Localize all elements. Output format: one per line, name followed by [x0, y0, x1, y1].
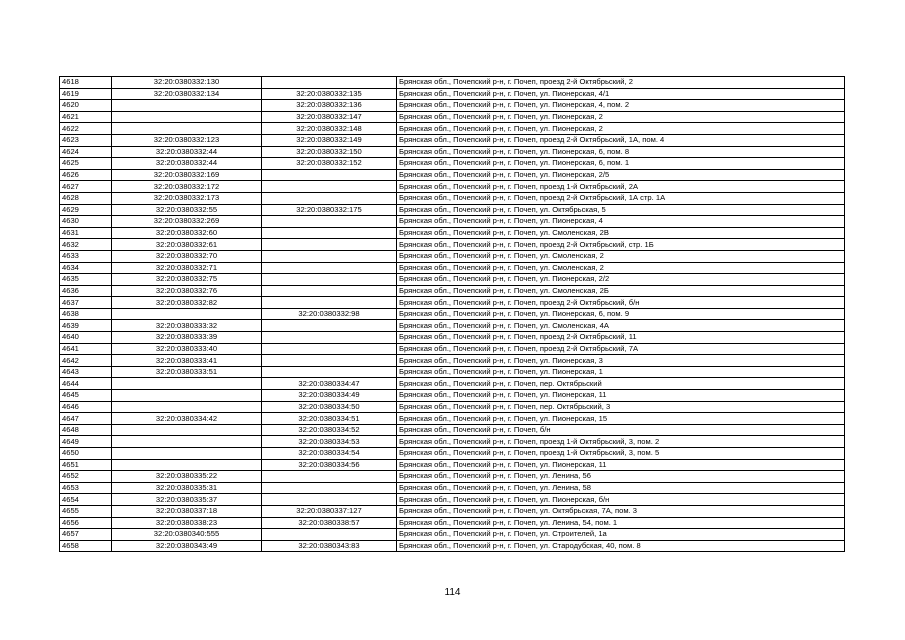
building-cadastral-number-cell: 32:20:0380338:57 [262, 517, 397, 529]
building-cadastral-number-cell: 32:20:0380334:54 [262, 448, 397, 460]
table-row [60, 505, 845, 517]
table-row [60, 88, 845, 100]
table-row [60, 482, 845, 494]
building-cadastral-number-cell [262, 529, 397, 541]
cadastral-number-cell: 32:20:0380332:76 [112, 285, 262, 297]
cadastral-number-cell: 32:20:0380337:18 [112, 505, 262, 517]
building-cadastral-number-cell [262, 262, 397, 274]
address-cell: Брянская обл., Почепский р-н, г. Почеп, ул. Пионерская, 4, пом. 2 [397, 100, 845, 112]
row-number-cell: 4656 [60, 517, 112, 529]
address-cell: Брянская обл., Почепский р-н, г. Почеп, ул. Стародубская, 40, пом. 8 [397, 540, 845, 552]
table-row [60, 540, 845, 552]
row-number-cell: 4649 [60, 436, 112, 448]
address-cell: Брянская обл., Почепский р-н, г. Почеп, ул. Пионерская, 11 [397, 459, 845, 471]
table-row [60, 262, 845, 274]
row-number-cell: 4636 [60, 285, 112, 297]
building-cadastral-number-cell [262, 77, 397, 89]
row-number-cell: 4620 [60, 100, 112, 112]
address-cell: Брянская обл., Почепский р-н, г. Почеп, проезд 2-й Октябрьский, 1А, пом. 4 [397, 134, 845, 146]
cadastral-number-cell [112, 111, 262, 123]
building-cadastral-number-cell [262, 332, 397, 344]
row-number-cell: 4629 [60, 204, 112, 216]
address-cell: Брянская обл., Почепский р-н, г. Почеп, ул. Ленина, 54, пом. 1 [397, 517, 845, 529]
building-cadastral-number-cell [262, 285, 397, 297]
row-number-cell: 4645 [60, 390, 112, 402]
table-row [60, 332, 845, 344]
row-number-cell: 4640 [60, 332, 112, 344]
registry-table-body [60, 77, 845, 552]
cadastral-number-cell: 32:20:0380332:130 [112, 77, 262, 89]
address-cell: Брянская обл., Почепский р-н, г. Почеп, ул. Пионерская, 2 [397, 123, 845, 135]
cadastral-number-cell [112, 436, 262, 448]
building-cadastral-number-cell [262, 343, 397, 355]
cadastral-number-cell: 32:20:0380332:173 [112, 192, 262, 204]
row-number-cell: 4654 [60, 494, 112, 506]
building-cadastral-number-cell [262, 192, 397, 204]
row-number-cell: 4618 [60, 77, 112, 89]
cadastral-number-cell: 32:20:0380343:49 [112, 540, 262, 552]
address-cell: Брянская обл., Почепский р-н, г. Почеп, ул. Пионерская, 2/5 [397, 169, 845, 181]
row-number-cell: 4658 [60, 540, 112, 552]
address-cell: Брянская обл., Почепский р-н, г. Почеп, ул. Пионерская, 4 [397, 216, 845, 228]
building-cadastral-number-cell [262, 366, 397, 378]
table-row [60, 343, 845, 355]
row-number-cell: 4623 [60, 134, 112, 146]
row-number-cell: 4648 [60, 424, 112, 436]
building-cadastral-number-cell: 32:20:0380334:56 [262, 459, 397, 471]
table-row [60, 424, 845, 436]
registry-table [59, 76, 845, 552]
cadastral-number-cell: 32:20:0380338:23 [112, 517, 262, 529]
cadastral-number-cell [112, 459, 262, 471]
building-cadastral-number-cell [262, 297, 397, 309]
address-cell: Брянская обл., Почепский р-н, г. Почеп, пер. Октябрьский [397, 378, 845, 390]
row-number-cell: 4643 [60, 366, 112, 378]
row-number-cell: 4646 [60, 401, 112, 413]
row-number-cell: 4619 [60, 88, 112, 100]
address-cell: Брянская обл., Почепский р-н, г. Почеп, ул. Пионерская, 2 [397, 111, 845, 123]
address-cell: Брянская обл., Почепский р-н, г. Почеп, проезд 2-й Октябрьский, 11 [397, 332, 845, 344]
building-cadastral-number-cell [262, 274, 397, 286]
cadastral-number-cell [112, 448, 262, 460]
building-cadastral-number-cell: 32:20:0380334:49 [262, 390, 397, 402]
cadastral-number-cell: 32:20:0380333:41 [112, 355, 262, 367]
table-row [60, 192, 845, 204]
address-cell: Брянская обл., Почепский р-н, г. Почеп, ул. Пионерская, 2/2 [397, 274, 845, 286]
building-cadastral-number-cell [262, 471, 397, 483]
table-row [60, 123, 845, 135]
address-cell: Брянская обл., Почепский р-н, г. Почеп, ул. Смоленская, 2 [397, 250, 845, 262]
table-row [60, 146, 845, 158]
table-row [60, 77, 845, 89]
cadastral-number-cell [112, 100, 262, 112]
building-cadastral-number-cell [262, 355, 397, 367]
building-cadastral-number-cell: 32:20:0380332:150 [262, 146, 397, 158]
cadastral-number-cell: 32:20:0380332:60 [112, 227, 262, 239]
table-row [60, 320, 845, 332]
building-cadastral-number-cell [262, 239, 397, 251]
address-cell: Брянская обл., Почепский р-н, г. Почеп, проезд 2-й Октябрьский, 7А [397, 343, 845, 355]
address-cell: Брянская обл., Почепский р-н, г. Почеп, проезд 1-й Октябрьский, 3, пом. 2 [397, 436, 845, 448]
row-number-cell: 4651 [60, 459, 112, 471]
row-number-cell: 4632 [60, 239, 112, 251]
address-cell: Брянская обл., Почепский р-н, г. Почеп, проезд 2-й Октябрьский, 2 [397, 77, 845, 89]
table-row [60, 436, 845, 448]
address-cell: Брянская обл., Почепский р-н, г. Почеп, ул. Ленина, 56 [397, 471, 845, 483]
building-cadastral-number-cell [262, 494, 397, 506]
table-row [60, 239, 845, 251]
address-cell: Брянская обл., Почепский р-н, г. Почеп, ул. Смоленская, 2Б [397, 285, 845, 297]
table-row [60, 413, 845, 425]
address-cell: Брянская обл., Почепский р-н, г. Почеп, ул. Пионерская, 15 [397, 413, 845, 425]
address-cell: Брянская обл., Почепский р-н, г. Почеп, ул. Пионерская, 11 [397, 390, 845, 402]
table-row [60, 390, 845, 402]
building-cadastral-number-cell [262, 181, 397, 193]
building-cadastral-number-cell [262, 482, 397, 494]
table-row [60, 471, 845, 483]
address-cell: Брянская обл., Почепский р-н, г. Почеп, ул. Пионерская, б/н [397, 494, 845, 506]
address-cell: Брянская обл., Почепский р-н, г. Почеп, ул. Пионерская, 6, пом. 1 [397, 158, 845, 170]
row-number-cell: 4650 [60, 448, 112, 460]
cadastral-number-cell: 32:20:0380332:55 [112, 204, 262, 216]
address-cell: Брянская обл., Почепский р-н, г. Почеп, пер. Октябрьский, 3 [397, 401, 845, 413]
address-cell: Брянская обл., Почепский р-н, г. Почеп, проезд 1-й Октябрьский, 3, пом. 5 [397, 448, 845, 460]
cadastral-number-cell [112, 123, 262, 135]
cadastral-number-cell: 32:20:0380332:44 [112, 146, 262, 158]
building-cadastral-number-cell: 32:20:0380332:175 [262, 204, 397, 216]
building-cadastral-number-cell: 32:20:0380332:152 [262, 158, 397, 170]
table-row [60, 158, 845, 170]
building-cadastral-number-cell: 32:20:0380332:147 [262, 111, 397, 123]
row-number-cell: 4630 [60, 216, 112, 228]
table-row [60, 517, 845, 529]
building-cadastral-number-cell: 32:20:0380337:127 [262, 505, 397, 517]
table-row [60, 274, 845, 286]
address-cell: Брянская обл., Почепский р-н, г. Почеп, ул. Октябрьская, 5 [397, 204, 845, 216]
cadastral-number-cell: 32:20:0380332:61 [112, 239, 262, 251]
row-number-cell: 4647 [60, 413, 112, 425]
cadastral-number-cell: 32:20:0380333:32 [112, 320, 262, 332]
table-row [60, 378, 845, 390]
cadastral-number-cell: 32:20:0380333:51 [112, 366, 262, 378]
address-cell: Брянская обл., Почепский р-н, г. Почеп, ул. Смоленская, 2 [397, 262, 845, 274]
cadastral-number-cell [112, 390, 262, 402]
address-cell: Брянская обл., Почепский р-н, г. Почеп, ул. Пионерская, 1 [397, 366, 845, 378]
table-row [60, 250, 845, 262]
address-cell: Брянская обл., Почепский р-н, г. Почеп, ул. Строителей, 1а [397, 529, 845, 541]
row-number-cell: 4631 [60, 227, 112, 239]
building-cadastral-number-cell: 32:20:0380334:53 [262, 436, 397, 448]
address-cell: Брянская обл., Почепский р-н, г. Почеп, ул. Октябрьская, 7А, пом. 3 [397, 505, 845, 517]
cadastral-number-cell: 32:20:0380332:123 [112, 134, 262, 146]
table-row [60, 448, 845, 460]
table-row [60, 111, 845, 123]
cadastral-number-cell: 32:20:0380335:22 [112, 471, 262, 483]
building-cadastral-number-cell: 32:20:0380334:50 [262, 401, 397, 413]
table-row [60, 308, 845, 320]
cadastral-number-cell: 32:20:0380332:70 [112, 250, 262, 262]
building-cadastral-number-cell [262, 250, 397, 262]
row-number-cell: 4644 [60, 378, 112, 390]
building-cadastral-number-cell: 32:20:0380332:149 [262, 134, 397, 146]
row-number-cell: 4626 [60, 169, 112, 181]
building-cadastral-number-cell: 32:20:0380334:47 [262, 378, 397, 390]
table-row [60, 204, 845, 216]
row-number-cell: 4655 [60, 505, 112, 517]
table-row [60, 366, 845, 378]
table-row [60, 459, 845, 471]
row-number-cell: 4634 [60, 262, 112, 274]
cadastral-number-cell: 32:20:0380332:82 [112, 297, 262, 309]
row-number-cell: 4653 [60, 482, 112, 494]
row-number-cell: 4637 [60, 297, 112, 309]
building-cadastral-number-cell: 32:20:0380332:98 [262, 308, 397, 320]
cadastral-number-cell: 32:20:0380332:169 [112, 169, 262, 181]
row-number-cell: 4625 [60, 158, 112, 170]
table-row [60, 401, 845, 413]
row-number-cell: 4641 [60, 343, 112, 355]
address-cell: Брянская обл., Почепский р-н, г. Почеп, ул. Ленина, 58 [397, 482, 845, 494]
row-number-cell: 4639 [60, 320, 112, 332]
row-number-cell: 4657 [60, 529, 112, 541]
table-row [60, 355, 845, 367]
address-cell: Брянская обл., Почепский р-н, г. Почеп, проезд 2-й Октябрьский, б/н [397, 297, 845, 309]
cadastral-number-cell: 32:20:0380332:134 [112, 88, 262, 100]
address-cell: Брянская обл., Почепский р-н, г. Почеп, б/н [397, 424, 845, 436]
cadastral-number-cell: 32:20:0380334:42 [112, 413, 262, 425]
cadastral-number-cell: 32:20:0380332:44 [112, 158, 262, 170]
address-cell: Брянская обл., Почепский р-н, г. Почеп, ул. Пионерская, 6, пом. 8 [397, 146, 845, 158]
cadastral-number-cell [112, 424, 262, 436]
table-row [60, 227, 845, 239]
address-cell: Брянская обл., Почепский р-н, г. Почеп, ул. Смоленская, 4А [397, 320, 845, 332]
cadastral-number-cell: 32:20:0380333:39 [112, 332, 262, 344]
row-number-cell: 4635 [60, 274, 112, 286]
building-cadastral-number-cell: 32:20:0380332:135 [262, 88, 397, 100]
building-cadastral-number-cell [262, 169, 397, 181]
table-row [60, 181, 845, 193]
cadastral-number-cell: 32:20:0380332:269 [112, 216, 262, 228]
cadastral-number-cell: 32:20:0380333:40 [112, 343, 262, 355]
address-cell: Брянская обл., Почепский р-н, г. Почеп, проезд 2-й Октябрьский, стр. 1Б [397, 239, 845, 251]
cadastral-number-cell: 32:20:0380332:172 [112, 181, 262, 193]
address-cell: Брянская обл., Почепский р-н, г. Почеп, проезд 1-й Октябрьский, 2А [397, 181, 845, 193]
cadastral-number-cell [112, 378, 262, 390]
cadastral-number-cell: 32:20:0380340:555 [112, 529, 262, 541]
row-number-cell: 4633 [60, 250, 112, 262]
building-cadastral-number-cell: 32:20:0380332:136 [262, 100, 397, 112]
address-cell: Брянская обл., Почепский р-н, г. Почеп, ул. Смоленская, 2В [397, 227, 845, 239]
row-number-cell: 4638 [60, 308, 112, 320]
row-number-cell: 4624 [60, 146, 112, 158]
building-cadastral-number-cell: 32:20:0380334:51 [262, 413, 397, 425]
cadastral-number-cell: 32:20:0380335:37 [112, 494, 262, 506]
table-row [60, 216, 845, 228]
cadastral-number-cell [112, 401, 262, 413]
address-cell: Брянская обл., Почепский р-н, г. Почеп, ул. Пионерская, 3 [397, 355, 845, 367]
building-cadastral-number-cell: 32:20:0380332:148 [262, 123, 397, 135]
table-row [60, 494, 845, 506]
cadastral-number-cell [112, 308, 262, 320]
cadastral-number-cell: 32:20:0380332:71 [112, 262, 262, 274]
page-number: 114 [444, 587, 461, 598]
building-cadastral-number-cell: 32:20:0380343:83 [262, 540, 397, 552]
building-cadastral-number-cell [262, 216, 397, 228]
table-row [60, 297, 845, 309]
table-row [60, 169, 845, 181]
row-number-cell: 4622 [60, 123, 112, 135]
cadastral-number-cell: 32:20:0380332:75 [112, 274, 262, 286]
row-number-cell: 4652 [60, 471, 112, 483]
address-cell: Брянская обл., Почепский р-н, г. Почеп, ул. Пионерская, 4/1 [397, 88, 845, 100]
table-row [60, 285, 845, 297]
address-cell: Брянская обл., Почепский р-н, г. Почеп, ул. Пионерская, 6, пом. 9 [397, 308, 845, 320]
table-row [60, 100, 845, 112]
cadastral-number-cell: 32:20:0380335:31 [112, 482, 262, 494]
building-cadastral-number-cell [262, 227, 397, 239]
table-row [60, 529, 845, 541]
address-cell: Брянская обл., Почепский р-н, г. Почеп, проезд 2-й Октябрьский, 1А стр. 1А [397, 192, 845, 204]
building-cadastral-number-cell: 32:20:0380334:52 [262, 424, 397, 436]
row-number-cell: 4642 [60, 355, 112, 367]
table-row [60, 134, 845, 146]
row-number-cell: 4628 [60, 192, 112, 204]
row-number-cell: 4627 [60, 181, 112, 193]
row-number-cell: 4621 [60, 111, 112, 123]
building-cadastral-number-cell [262, 320, 397, 332]
